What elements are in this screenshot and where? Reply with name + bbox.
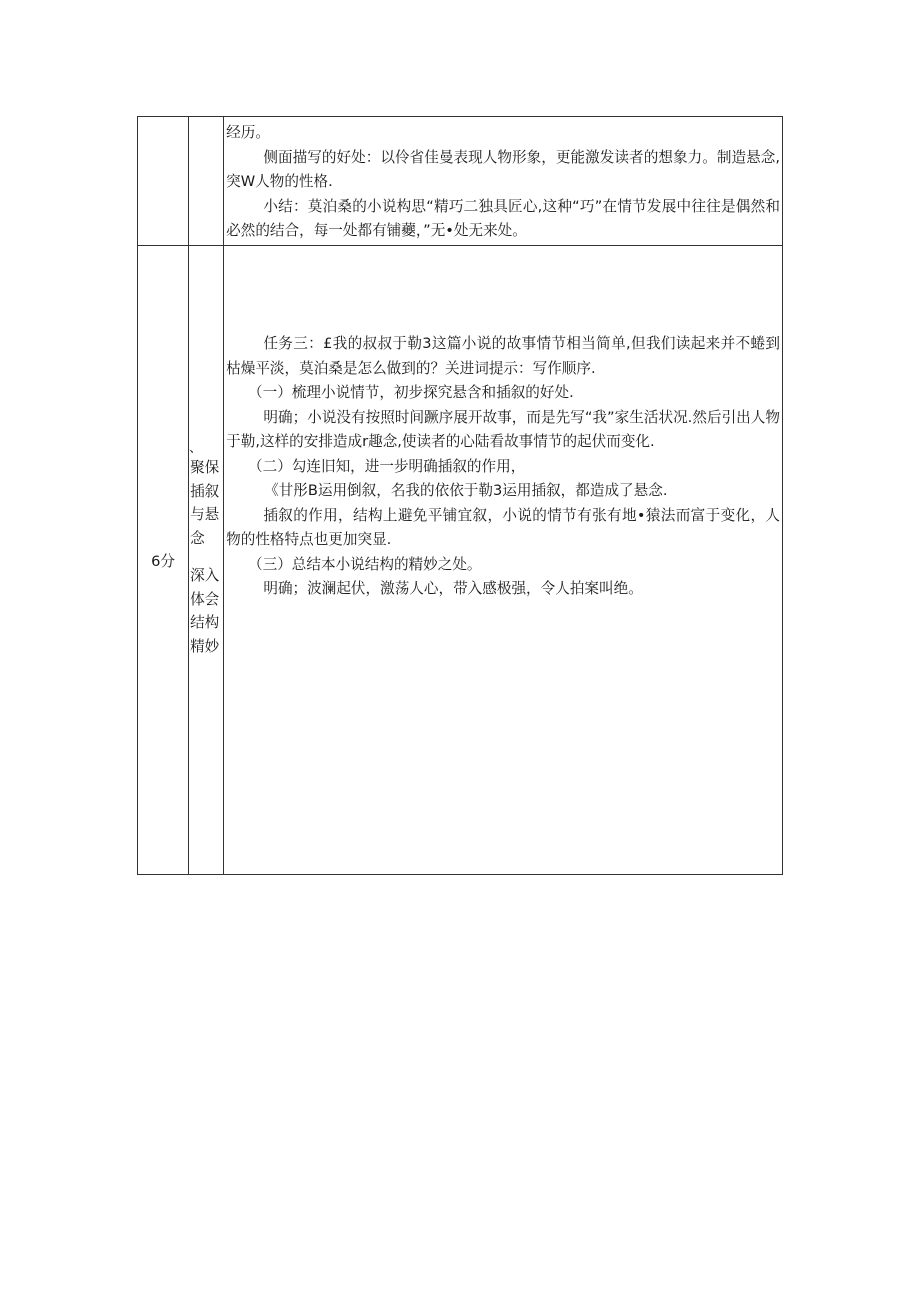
task-paragraph: 任务三：£我的叔叔于勒3这篇小说的故事情节相当简单,但我们读起来并不蜷到枯燥平淡，莫泊桑是怎么做到的？关进词提示：写作顺序. [226, 335, 780, 377]
content-paragraph: 经历。 [226, 124, 270, 141]
content-paragraph: 小结：莫泊桑的小说构思“精巧二独具匠心,这种“巧”在情节发展中往往是偶然和必然的结合，每一处都有铺虁，”无•处无来处。 [226, 197, 780, 239]
topic-line: 聚保 [190, 459, 220, 476]
content-paragraph: 侧面描写的好处：以伶省佳曼表现人物形象，更能激发读者的想象力。制造悬念,突W人物的性格. [226, 148, 780, 190]
topic-line: 深入 [190, 567, 220, 584]
answer-paragraph: 明确；小说没有按照时间蹶序展开故事，而是先写“我”家生活状况.然后引出人物于勒,这样的安排造成r趣念,使读者的心陆看故事情节的起伏而变化. [226, 408, 780, 450]
table-row [138, 117, 783, 246]
step-heading: （二）勾连旧知，进一步明确插叙的作用， [248, 457, 526, 475]
topic-cell [189, 117, 224, 246]
topic-gap [189, 550, 223, 564]
answer-paragraph: 插叙的作用，结构上避免平铺宜叙，小说的情节有张有地•猿法而富于变化，人物的性格特点也更加突显. [226, 506, 780, 548]
lesson-plan-table [137, 116, 783, 875]
topic-mark: 、 [189, 441, 203, 456]
answer-paragraph: 明确；波澜起伏，激荡人心，带入感极强，令人拍案叫绝。 [263, 580, 643, 597]
blank-space [226, 250, 780, 332]
topic-line: 体会 [190, 590, 220, 608]
topic-line: 精妙 [190, 637, 220, 655]
table-row [138, 246, 783, 875]
topic-line: 插叙 [190, 482, 220, 500]
topic-line: 念 [190, 529, 205, 547]
topic-line: 与悬 [190, 506, 220, 523]
time-cell: 6分 [138, 246, 189, 875]
time-cell [138, 117, 189, 246]
step-heading: （一）梳理小说情节，初步探究悬含和插叙的好处. [248, 384, 574, 401]
example-paragraph: 《甘彤B运用倒叙，名我的依依于勒3运用插叙，都造成了悬念. [264, 482, 668, 499]
topic-cell [189, 246, 224, 875]
topic-line: 结构 [190, 614, 220, 631]
content-cell [224, 117, 783, 246]
step-heading: （三）总结本小说结构的精妙之处。 [248, 555, 482, 573]
content-cell [224, 246, 783, 875]
